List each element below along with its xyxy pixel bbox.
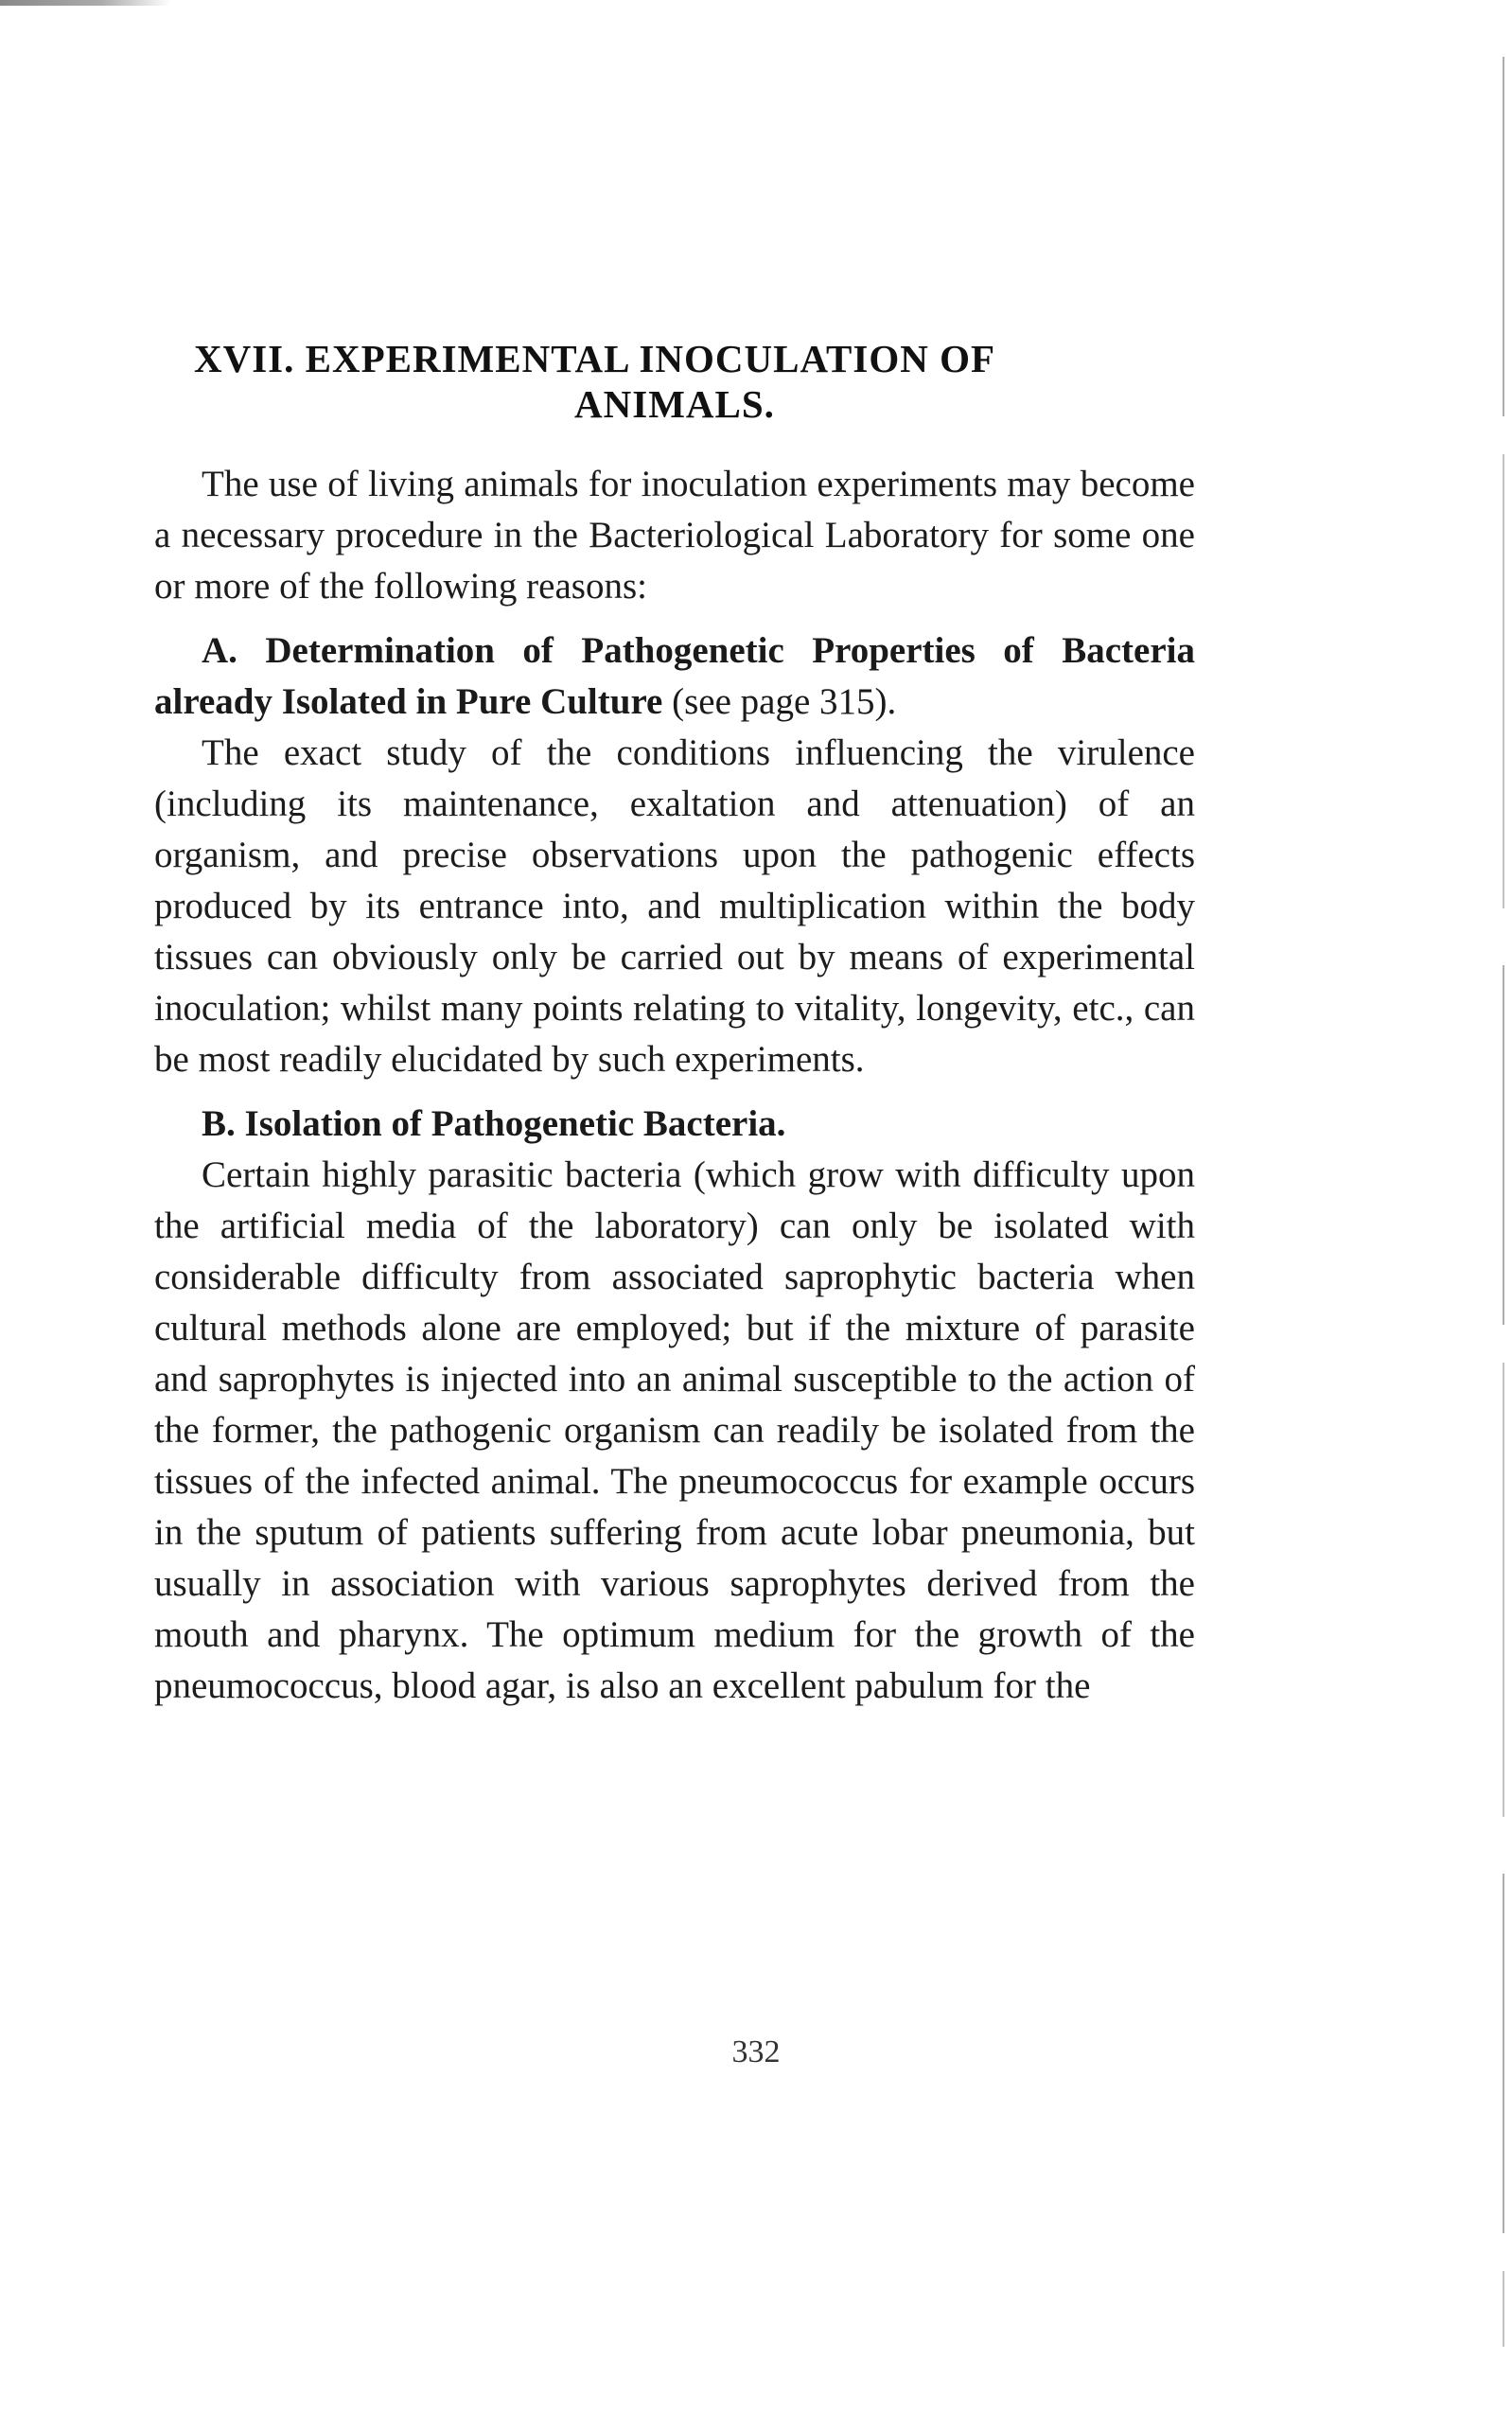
section-a-heading-text: A. Determination of Pathogenetic Properties of Bacteria already Isolated in Pure Culture: [154, 630, 1195, 722]
chapter-title-line2: ANIMALS.: [574, 382, 775, 426]
page-number: 332: [731, 2034, 781, 2069]
section-a-page-reference: (see page 315).: [662, 681, 897, 722]
section-a-body: The exact study of the conditions influencing the virulence (including its maintenance, exaltation and attenuation) of an organism, and precise observations upon the pathogenic effects produced by its entrance into, and multiplication within the body tissues can obviously only be carried out by means of experimental inoculation; whilst many points relating to vitality, longevity, etc., can be most readily elucidated by such experiments.: [154, 732, 1195, 1080]
section-a-heading: [154, 625, 1195, 728]
page-text: [154, 336, 1195, 1712]
intro-paragraph: The use of living animals for inoculation experiments may become a necessary procedure in the Bacteriological Laboratory for some one or more of the following reasons:: [154, 464, 1195, 607]
chapter-title-line1: XVII. EXPERIMENTAL INOCULATION OF: [194, 337, 996, 380]
section-b-body: Certain highly parasitic bacteria (which grow with difficulty upon the artificial media of the laboratory) can only be isolated with considerable difficulty from associated saprophytic bacteria when cultural methods alone are employed; but if the mixture of parasite and saprophytes is injected into an animal susceptible to the action of the former, the pathogenic organism can readily be isolated from the tissues of the infected animal. The pneumococcus for example occurs in the sputum of patients suffering from acute lobar pneumonia, but usually in association with various saprophytes derived from the mouth and pharynx. The optimum medium for the growth of the pneumococcus, blood agar, is also an excellent pabulum for the: [154, 1154, 1195, 1706]
scan-artifact-top: [0, 0, 170, 6]
section-b-heading: B. Isolation of Pathogenetic Bacteria.: [202, 1103, 786, 1144]
scan-artifact-right-edge: [1503, 57, 1504, 2347]
chapter-title: [154, 336, 1195, 427]
